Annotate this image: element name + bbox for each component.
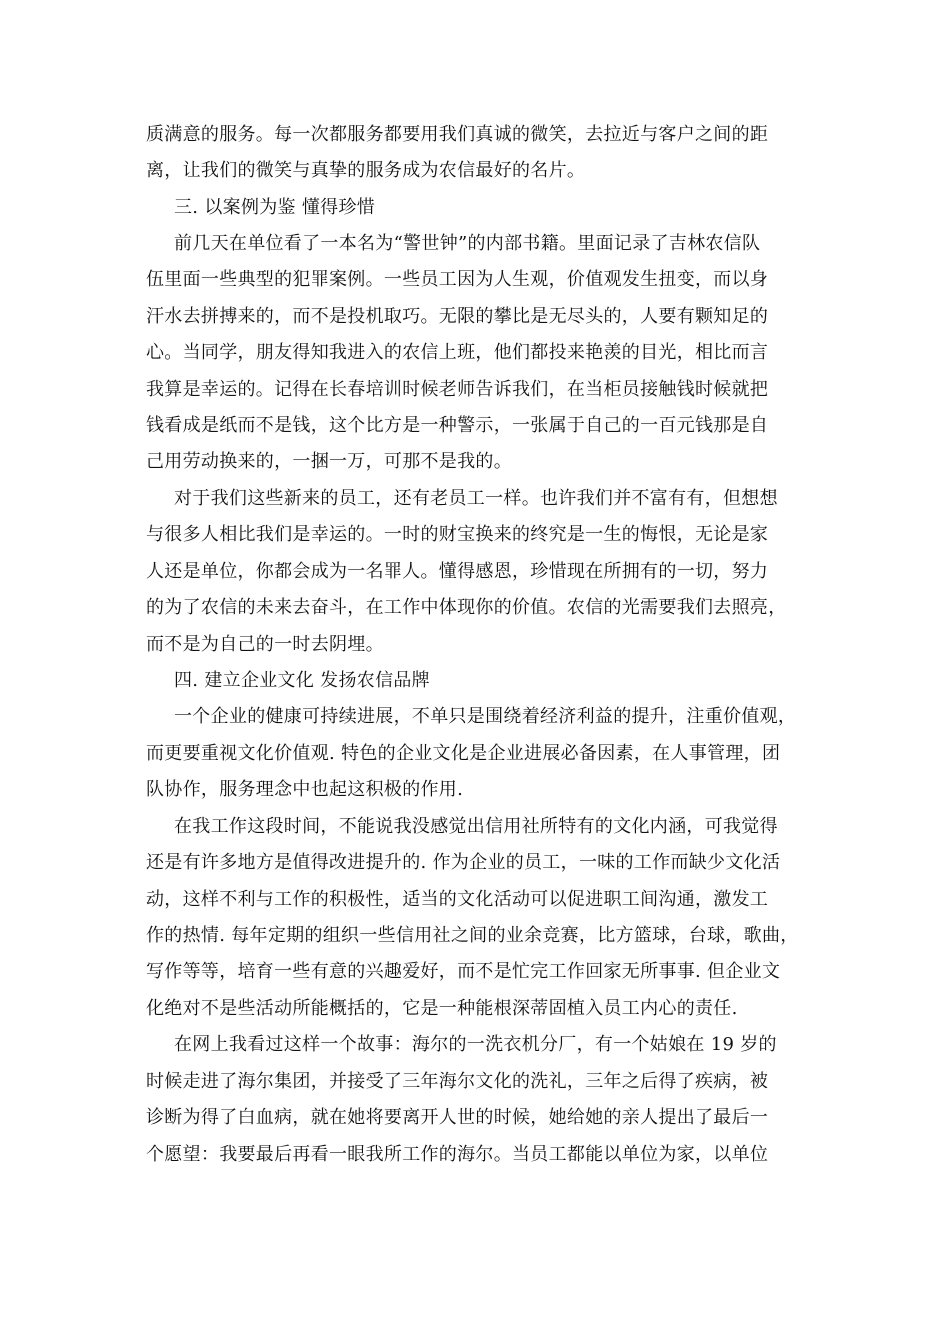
- text-line: 在网上我看过这样一个故事：海尔的一洗衣机分厂，有一个姑娘在 19 岁的: [174, 1034, 777, 1055]
- text-line: 而不是为自己的一时去阴埋。: [146, 634, 384, 655]
- text-line: 质满意的服务。每一次都服务都要用我们真诚的微笑，去拉近与客户之间的距: [146, 124, 769, 145]
- text-line: 诊断为得了白血病，就在她将要离开人世的时候，她给她的亲人提出了最后一: [146, 1107, 769, 1128]
- section-heading: 四. 建立企业文化 发扬农信品牌: [174, 670, 430, 691]
- text-line: 化绝对不是些活动所能概括的，它是一种能根深蒂固植入员工内心的责任.: [146, 998, 738, 1019]
- text-line: 动，这样不利与工作的积极性，适当的文化活动可以促进职工间沟通，激发工: [146, 889, 769, 910]
- text-line: 还是有许多地方是值得改进提升的. 作为企业的员工，一味的工作而缺少文化活: [146, 852, 781, 873]
- text-line: 一个企业的健康可持续进展，不单只是围绕着经济利益的提升，注重价值观，: [174, 706, 797, 727]
- text-line: 写作等等，培育一些有意的兴趣爱好，而不是忙完工作回家无所事事. 但企业文: [146, 961, 781, 982]
- section-heading: 三. 以案例为鉴 懂得珍惜: [174, 197, 376, 218]
- text-line: 心。当同学，朋友得知我进入的农信上班，他们都投来艳羡的目光，相比而言: [146, 342, 769, 363]
- text-line: 在我工作这段时间，不能说我没感觉出信用社所特有的文化内涵，可我觉得: [174, 816, 778, 837]
- text-line: 己用劳动换来的，一捆一万，可那不是我的。: [146, 451, 512, 472]
- text-line: 我算是幸运的。记得在长春培训时候老师告诉我们，在当柜员接触钱时候就把: [146, 379, 769, 400]
- text-line: 个愿望：我要最后再看一眼我所工作的海尔。当员工都能以单位为家，以单位: [146, 1144, 769, 1165]
- text-line: 而更要重视文化价值观. 特色的企业文化是企业进展必备因素，在人事管理，团: [146, 743, 781, 764]
- text-line: 时候走进了海尔集团，并接受了三年海尔文化的洗礼，三年之后得了疾病，被: [146, 1071, 769, 1092]
- text-line: 的为了农信的未来去奋斗，在工作中体现你的价值。农信的光需要我们去照亮，: [146, 597, 787, 618]
- text-line: 伍里面一些典型的犯罪案例。一些员工因为人生观，价值观发生扭变，而以身: [146, 269, 769, 290]
- text-line: 人还是单位，你都会成为一名罪人。懂得感恩，珍惜现在所拥有的一切，努力: [146, 561, 769, 582]
- text-line: 汗水去拼搏来的，而不是投机取巧。无限的攀比是无尽头的，人要有颗知足的: [146, 306, 769, 327]
- text-line: 离，让我们的微笑与真挚的服务成为农信最好的名片。: [146, 160, 586, 181]
- text-line: 与很多人相比我们是幸运的。一时的财宝换来的终究是一生的悔恨，无论是家: [146, 524, 769, 545]
- text-line: 队协作，服务理念中也起这积极的作用.: [146, 779, 464, 800]
- text-line: 对于我们这些新来的员工，还有老员工一样。也许我们并不富有有，但想想: [174, 488, 778, 509]
- text-line: 前几天在单位看了一本名为“警世钟”的内部书籍。里面记录了吉林农信队: [174, 233, 761, 254]
- text-line: 钱看成是纸而不是钱，这个比方是一种警示，一张属于自己的一百元钱那是自: [146, 415, 769, 436]
- text-line: 作的热情. 每年定期的组织一些信用社之间的业余竞赛，比方篮球，台球，歌曲，: [146, 925, 799, 946]
